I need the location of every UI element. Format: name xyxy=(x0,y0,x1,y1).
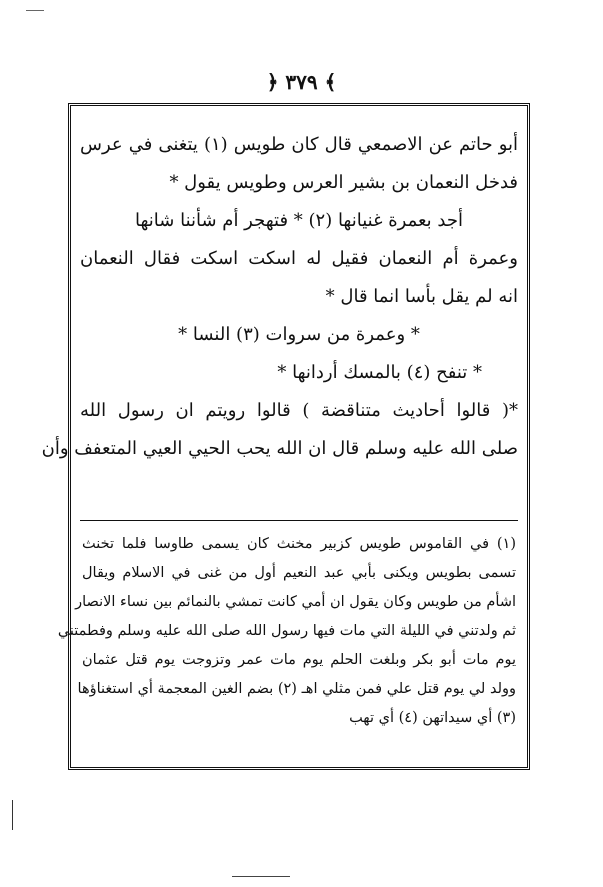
text-line: صلى الله عليه وسلم قال ان الله يحب الحيي العيي المتعفف وأن xyxy=(41,438,518,459)
page-number: ﴿ ٣٧٩ ﴾ xyxy=(266,70,337,94)
verse-line: * تنفح (٤) بالمسك أردانها * xyxy=(277,362,482,383)
verse-line: * وعمرة من سروات (٣) النسا * xyxy=(178,324,420,345)
footnote-line: (٣) أي سيداتهن (٤) أي تهب xyxy=(349,710,516,726)
text-line: أبو حاتم عن الاصمعي قال كان طويس (١) يتغنى في عرس xyxy=(80,134,519,155)
text-line: انه لم يقل بأسا انما قال * xyxy=(325,286,518,307)
footnote-line: تسمى بطويس ويكنى بأبي عبد النعيم أول من غنى في الاسلام ويقال xyxy=(82,565,516,581)
footnote-line: وولد لي يوم قتل علي فمن مثلي اهـ (٢) بضم الغين المعجمة أي استغناؤها xyxy=(77,681,516,697)
footnote-line: (١) في القاموس طويس كزبير مخنث كان يسمى طاوسا فلما تخنث xyxy=(82,536,516,552)
scan-mark-margin xyxy=(12,800,13,830)
footnote-separator xyxy=(80,520,518,521)
footnote-line: اشأم من طويس وكان يقول ان أمي كانت تمشي بالنمائم بين نساء الانصار xyxy=(75,594,516,610)
footnote-line: ثم ولدتني في الليلة التي مات فيها رسول الله صلى الله عليه وسلم وفطمتني xyxy=(57,623,516,639)
footnote-line: يوم مات أبو بكر وبلغت الحلم يوم مات عمر وتزوجت يوم قتل عثمان xyxy=(82,652,516,668)
main-text xyxy=(41,126,519,468)
text-line: وعمرة أم النعمان فقيل له اسكت اسكت فقال النعمان xyxy=(80,248,518,269)
text-line: فدخل النعمان بن بشير العرس وطويس يقول * xyxy=(169,172,518,193)
text-line: *( قالوا أحاديث متناقضة ) قالوا رويتم ان رسول الله xyxy=(80,400,518,421)
scan-mark-top xyxy=(26,10,44,11)
footnotes xyxy=(57,530,516,733)
scan-mark-bottom xyxy=(232,876,290,877)
verse-line: أجد بعمرة غنيانها (٢) * فتهجر أم شأننا شانها xyxy=(135,210,463,231)
